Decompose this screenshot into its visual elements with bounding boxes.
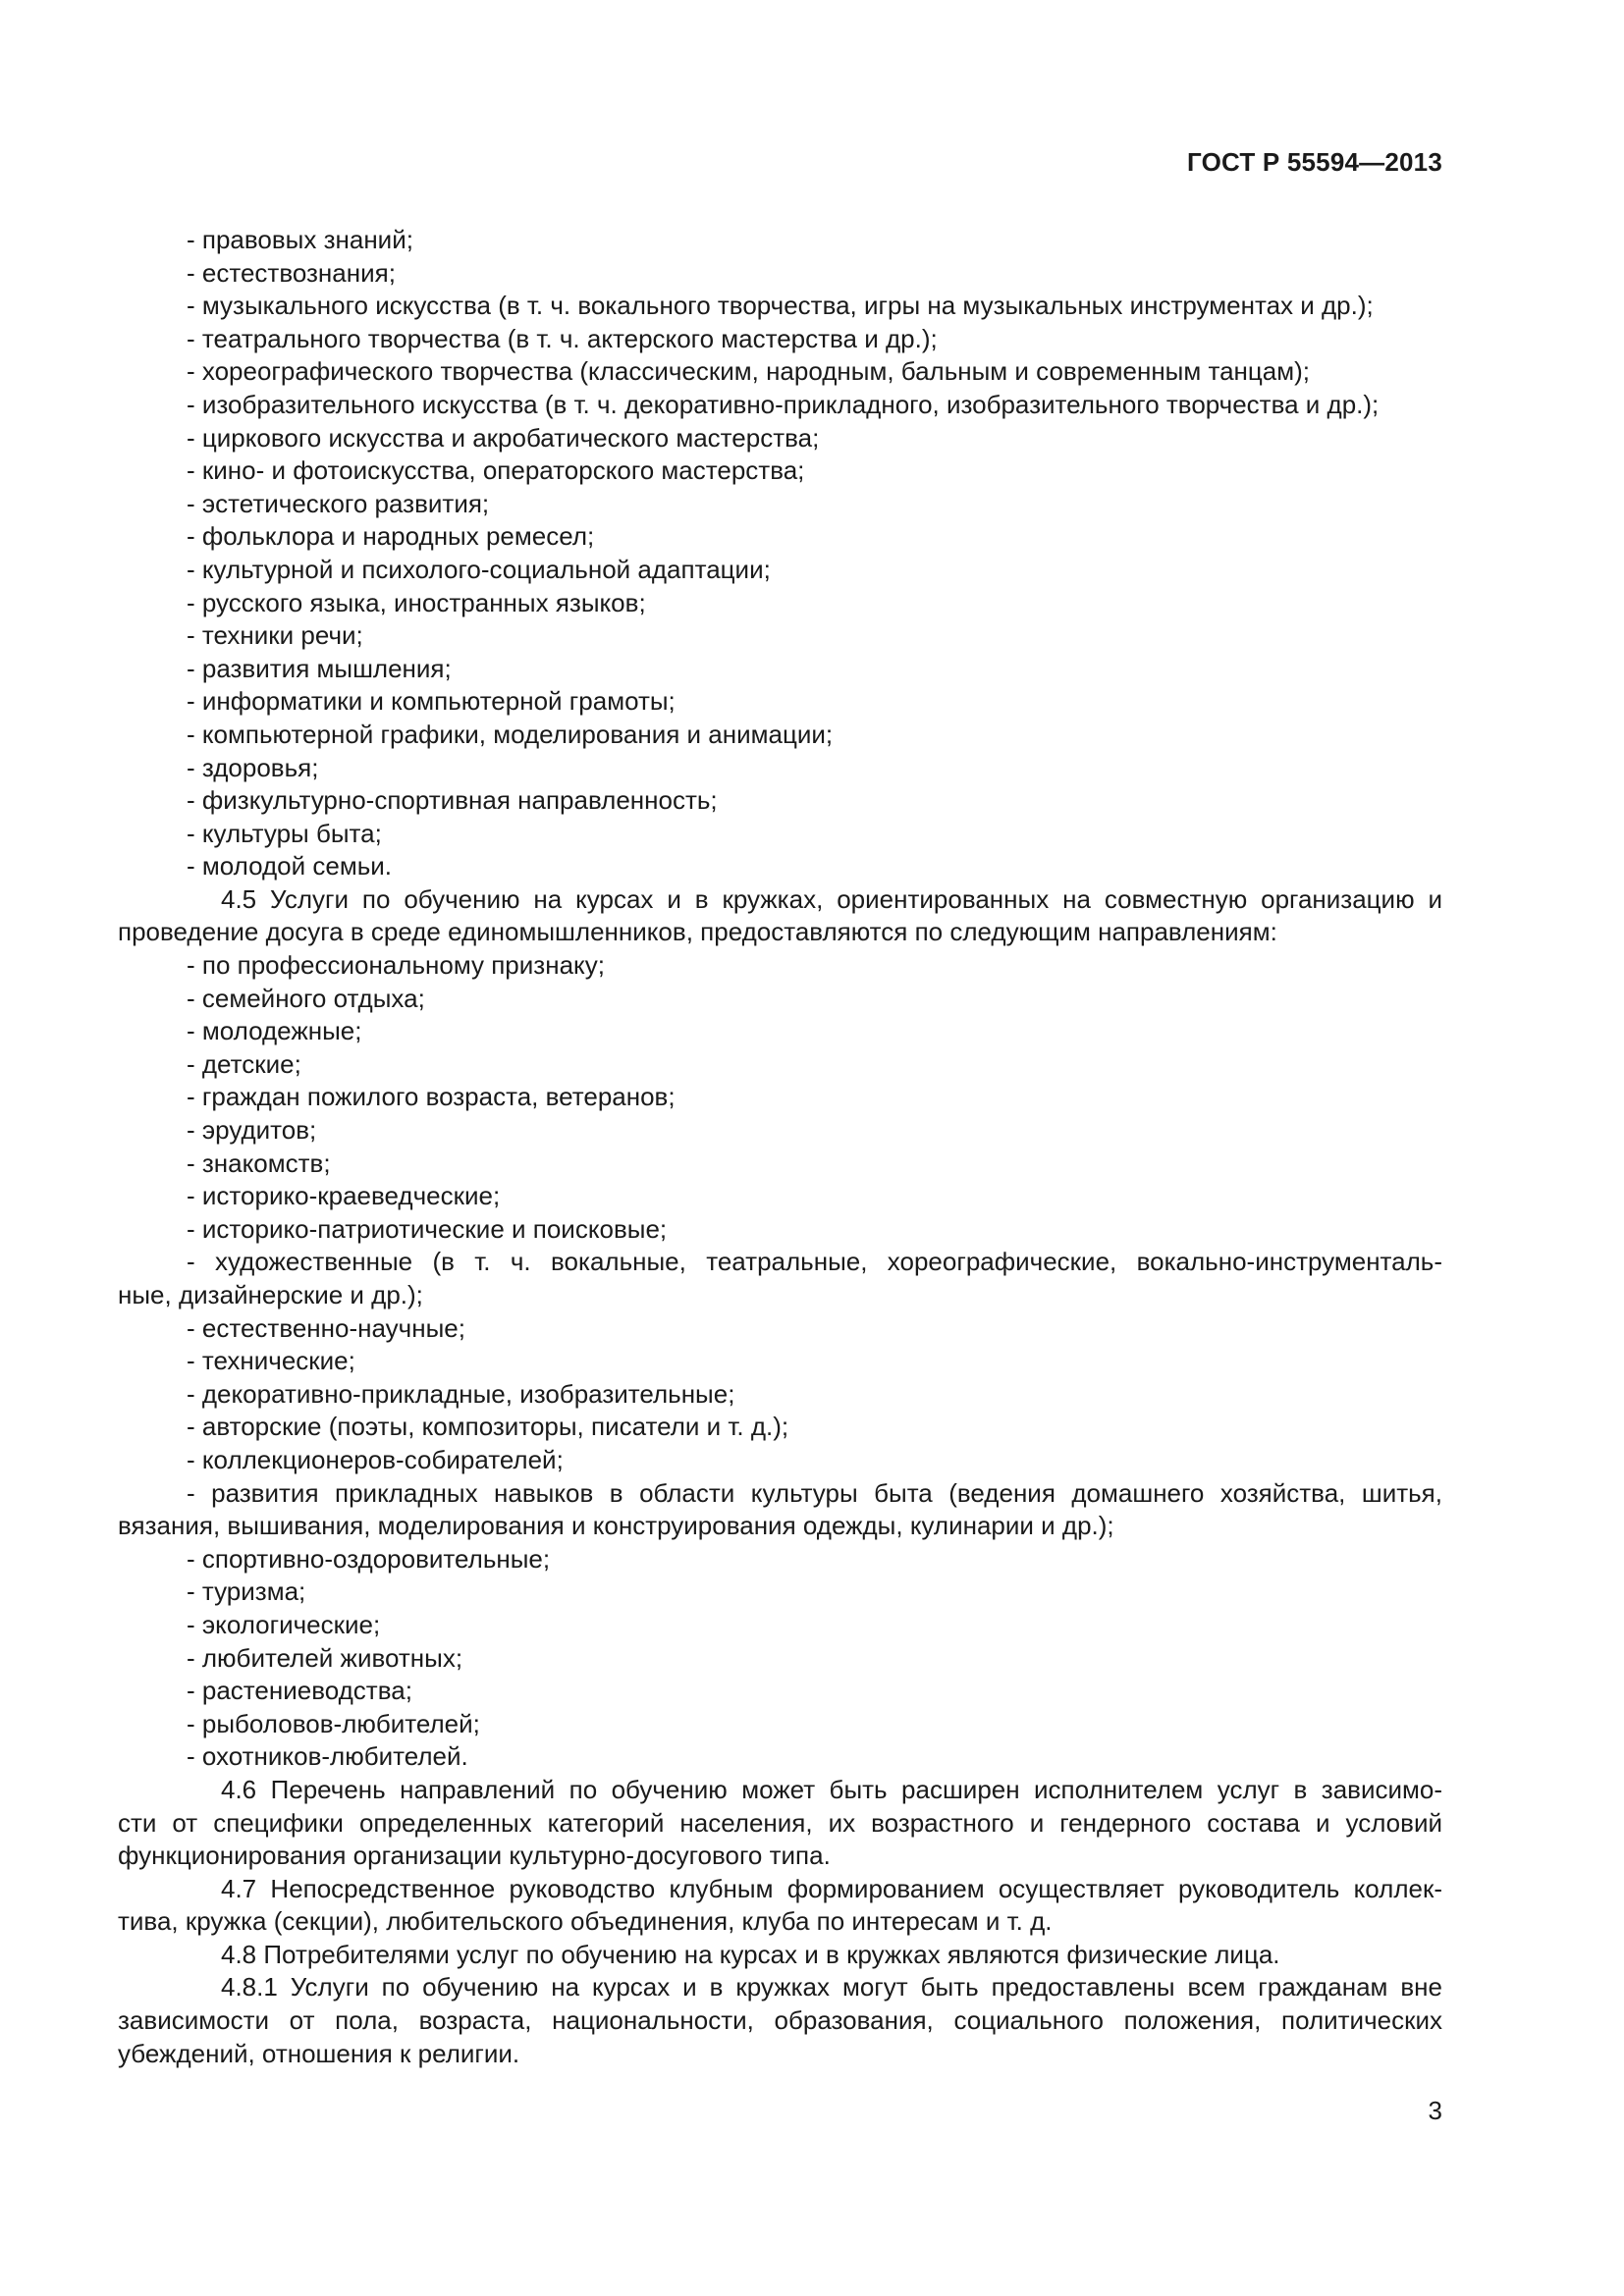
text-line: - историко-патриотические и поисковые;	[187, 1213, 668, 1244]
text-line: - молодой семьи.	[187, 851, 393, 881]
text-line: 4.8.1 Услуги по обучению на курсах и в кружках могут быть предоставлены всем гражданам вне	[221, 1972, 1442, 2002]
text-line: - рыболовов-любителей;	[187, 1708, 480, 1738]
text-line: 4.8 Потребителями услуг по обучению на курсах и в кружках являются физические лица.	[221, 1939, 1280, 1969]
text-line: 4.5 Услуги по обучению на курсах и в кружках, ориентированных на совместную организацию и	[221, 883, 1442, 914]
text-line: - кино- и фотоискусства, операторского мастерства;	[187, 455, 805, 486]
text-line: - декоративно-прикладные, изобразительные;	[187, 1378, 735, 1409]
text-line: - изобразительного искусства (в т. ч. декоративно-прикладного, изобразительного творчества и др.);	[187, 389, 1380, 419]
document-code-header: ГОСТ Р 55594—2013	[1187, 147, 1442, 177]
text-line: - детские;	[187, 1048, 301, 1079]
text-line: - граждан пожилого возраста, ветеранов;	[187, 1082, 676, 1112]
text-line: - информатики и компьютерной грамоты;	[187, 686, 676, 717]
text-line: - эрудитов;	[187, 1115, 317, 1146]
text-line: функционирования организации культурно-досугового типа.	[118, 1841, 831, 1871]
page-number: 3	[1428, 2096, 1442, 2125]
text-line: ные, дизайнерские и др.);	[118, 1280, 423, 1309]
text-line: - по профессиональному признаку;	[187, 950, 605, 981]
text-line: - художественные (в т. ч. вокальные, театральные, хореографические, вокально-инструменталь-	[187, 1247, 1442, 1277]
text-line: - фольклора и народных ремесел;	[187, 521, 595, 552]
text-line: - физкультурно-спортивная направленность;	[187, 785, 718, 816]
text-line: - технические;	[187, 1346, 355, 1376]
text-line: - спортивно-оздоровительные;	[187, 1543, 551, 1574]
text-line: - коллекционеров-собирателей;	[187, 1444, 564, 1474]
text-line: - растениеводства;	[187, 1676, 412, 1706]
text-line: - развития прикладных навыков в области культуры быта (ведения домашнего хозяйства, шитья,	[187, 1477, 1442, 1508]
text-line: 4.6 Перечень направлений по обучению может быть расширен исполнителем услуг в зависимо-	[221, 1774, 1442, 1804]
text-line: - театрального творчества (в т. ч. актерского мастерства и др.);	[187, 323, 938, 353]
text-line: зависимости от пола, возраста, национальности, образования, социального положения, политических	[118, 2005, 1442, 2036]
text-line: - компьютерной графики, моделирования и анимации;	[187, 719, 834, 749]
text-line: - музыкального искусства (в т. ч. вокального творчества, игры на музыкальных инструментах и др.);	[187, 291, 1374, 321]
text-line: - хореографического творчества (классическим, народным, бальным и современным танцам);	[187, 356, 1311, 387]
text-line: - семейного отдыха;	[187, 983, 425, 1013]
text-line: - туризма;	[187, 1576, 306, 1607]
text-line: - молодежные;	[187, 1016, 362, 1046]
text-line: - здоровья;	[187, 752, 319, 782]
text-line: - правовых знаний;	[187, 225, 413, 254]
text-line: - развития мышления;	[187, 653, 452, 683]
text-line: - эстетического развития;	[187, 488, 490, 518]
text-line: - техники речи;	[187, 620, 363, 651]
text-line: сти от специфики определенных категорий населения, их возрастного и гендерного состава и условий	[118, 1807, 1442, 1838]
text-line: убеждений, отношения к религии.	[118, 2038, 520, 2068]
text-line: - естественно-научные;	[187, 1312, 465, 1343]
text-line: - любителей животных;	[187, 1642, 463, 1673]
text-line: 4.7 Непосредственное руководство клубным формированием осуществляет руководитель коллек-	[221, 1873, 1442, 1903]
text-line: - экологические;	[187, 1609, 381, 1639]
text-line: - историко-краеведческие;	[187, 1181, 501, 1211]
text-line: тива, кружка (секции), любительского объединения, клуба по интересам и т. д.	[118, 1906, 1053, 1937]
text-line: - культуры быта;	[187, 818, 382, 848]
text-line: - русского языка, иностранных языков;	[187, 587, 646, 617]
text-line: вязания, вышивания, моделирования и конструирования одежды, кулинарии и др.);	[118, 1511, 1114, 1541]
text-line: - культурной и психолого-социальной адаптации;	[187, 554, 771, 584]
text-line: проведение досуга в среде единомышленников, предоставляются по следующим направлениям:	[118, 917, 1277, 947]
text-line: - циркового искусства и акробатического мастерства;	[187, 422, 820, 453]
text-line: - авторские (поэты, композиторы, писатели и т. д.);	[187, 1412, 789, 1442]
document-body	[118, 224, 1442, 2070]
text-line: - охотников-любителей.	[187, 1741, 468, 1772]
text-line: - естествознания;	[187, 257, 396, 288]
text-line: - знакомств;	[187, 1148, 331, 1178]
